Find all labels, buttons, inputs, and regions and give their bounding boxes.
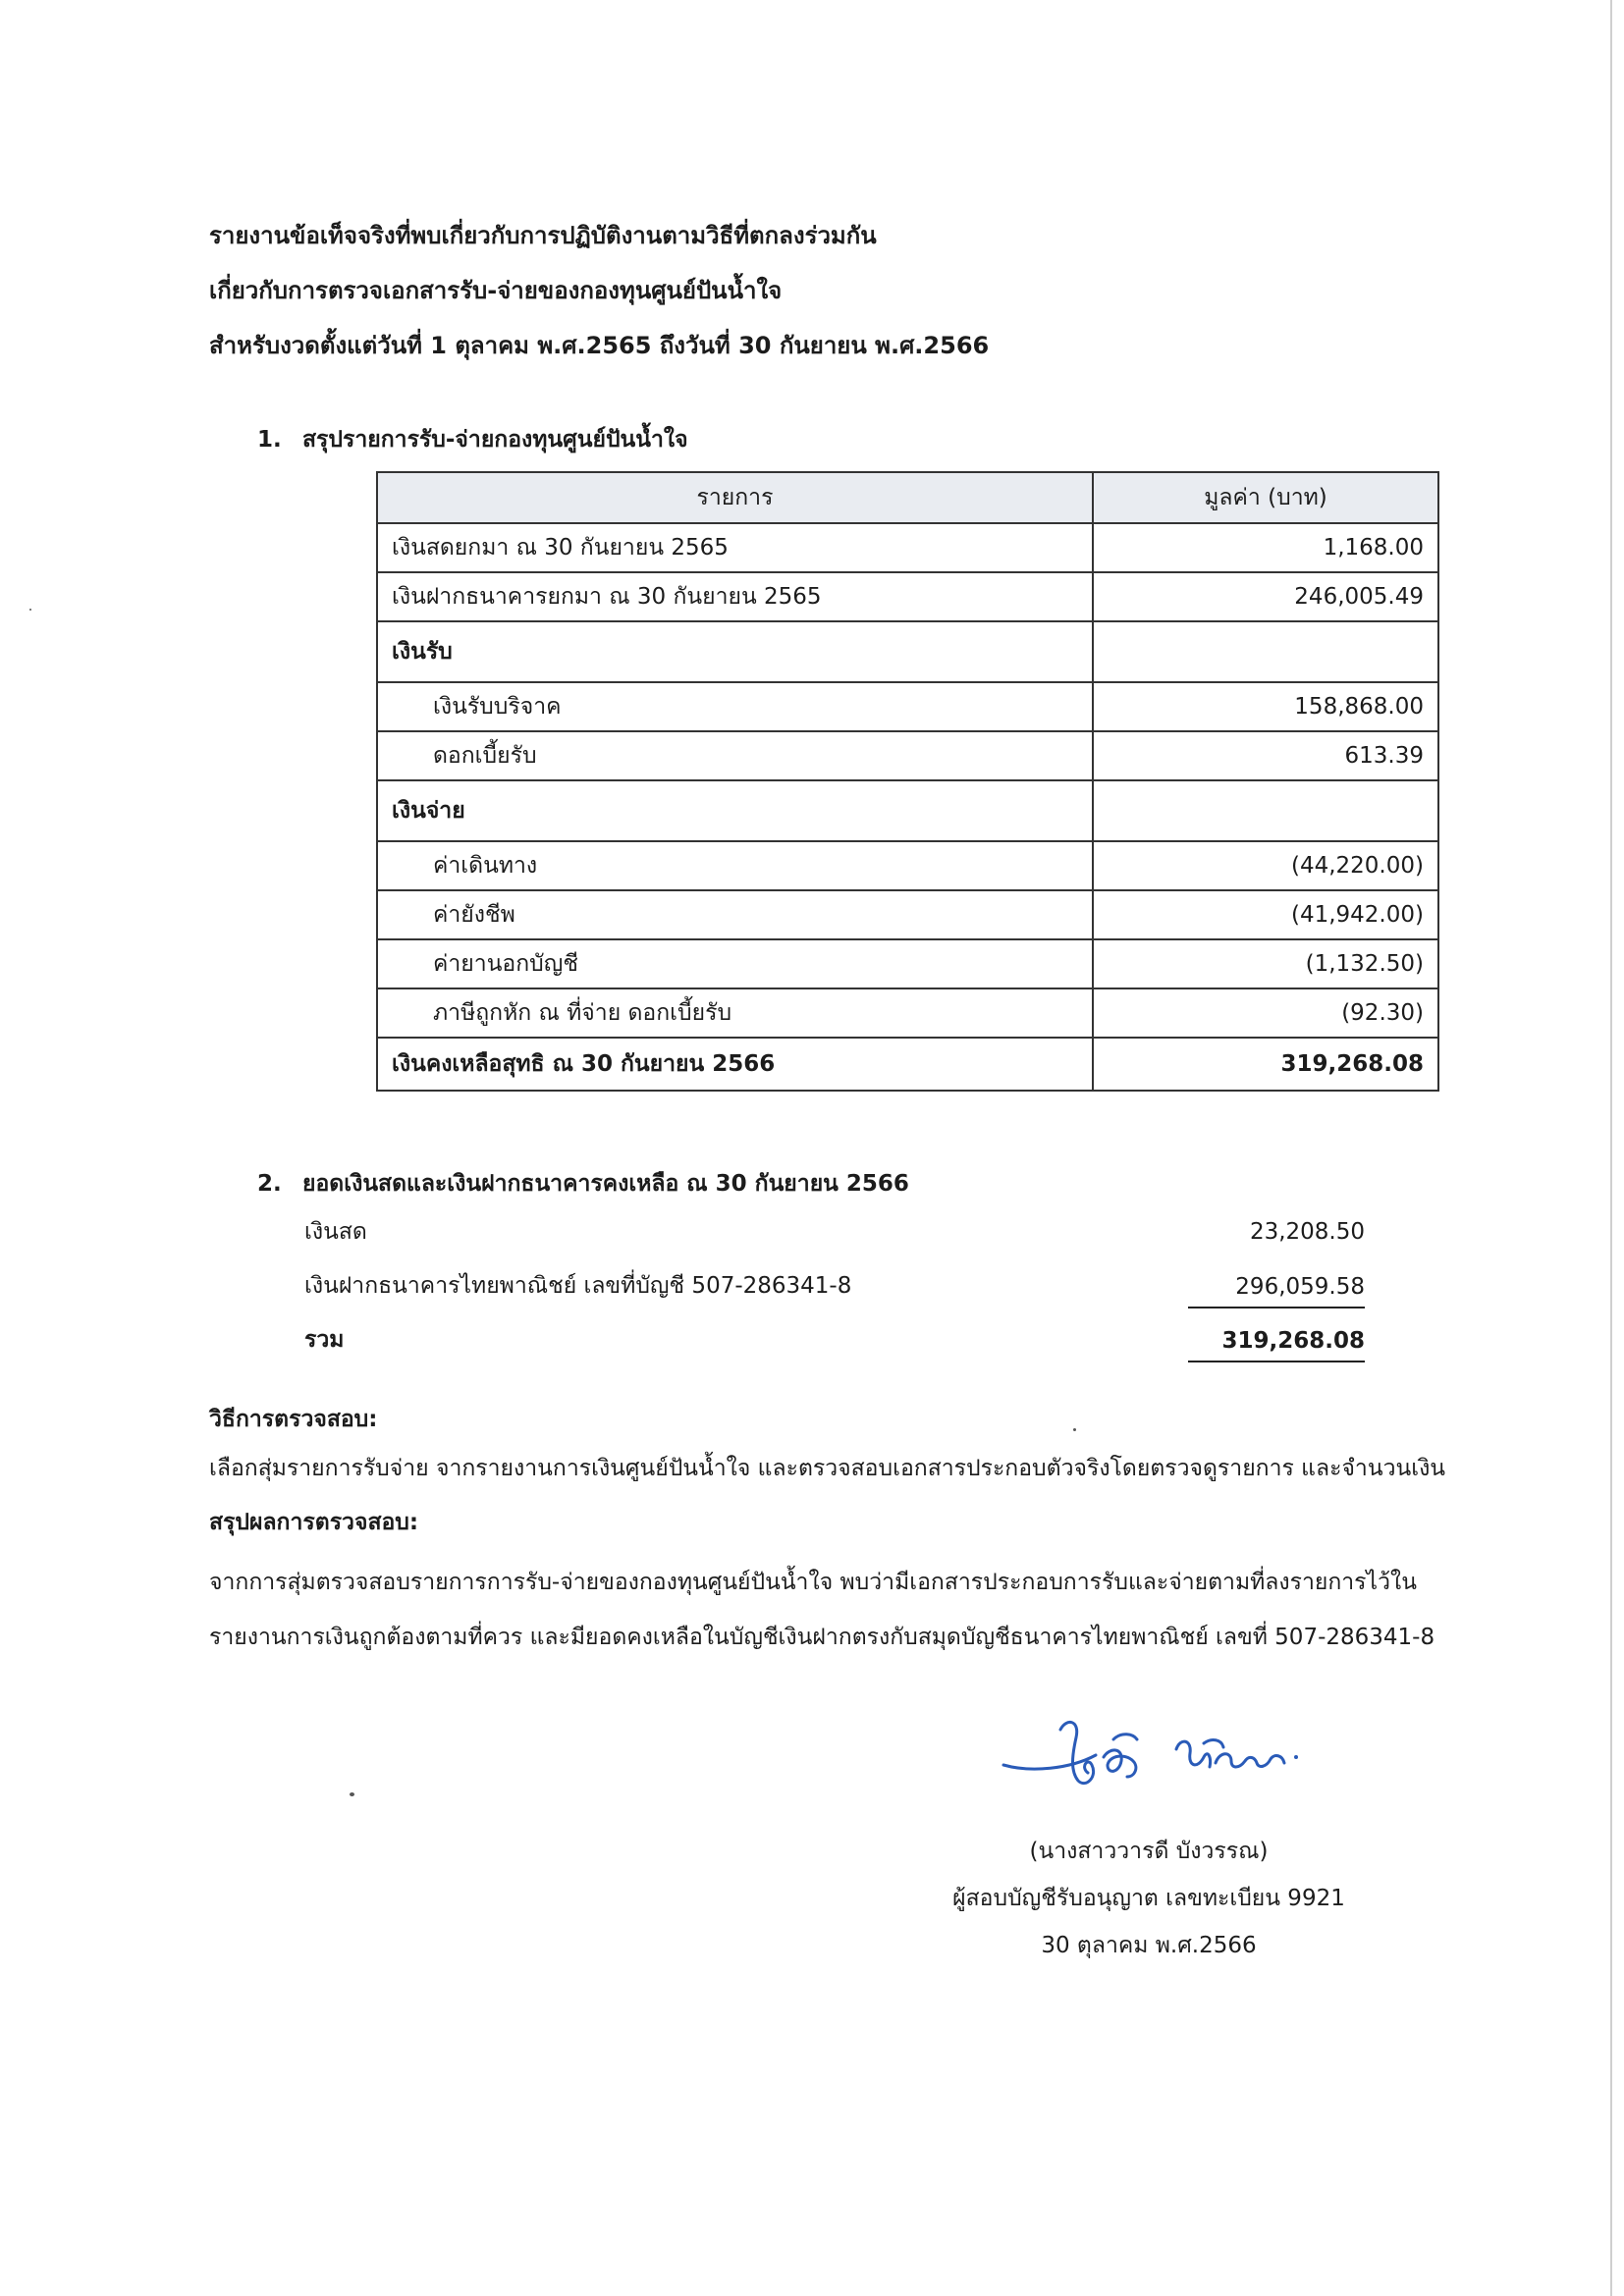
signatory-name: (นางสาววารดี บังวรรณ)	[1029, 1839, 1269, 1864]
row-amount: (92.30)	[1093, 988, 1438, 1038]
table-row	[377, 988, 1438, 1038]
report-title-line-2: เกี่ยวกับการตรวจเอกสารรับ-จ่ายของกองทุนศูนย์ปันน้ำใจ	[209, 277, 783, 304]
total-label: เงินคงเหลือสุทธิ ณ 30 กันยายน 2566	[377, 1038, 1093, 1091]
balance-row-bank	[304, 1259, 1365, 1313]
summary-table	[376, 471, 1439, 1092]
cash-amount: 23,208.50	[1249, 1219, 1365, 1245]
cash-label: เงินสด	[304, 1219, 367, 1245]
section-2-number: 2.	[257, 1171, 282, 1197]
signature-block	[913, 1828, 1384, 1969]
table-row	[377, 939, 1438, 988]
scan-speck	[350, 1792, 354, 1796]
group-label: เงินจ่าย	[377, 780, 1093, 841]
total-amount: 319,268.08	[1093, 1038, 1438, 1091]
row-amount: (44,220.00)	[1093, 841, 1438, 890]
balance-row-total	[304, 1313, 1365, 1367]
conclusion-heading: สรุปผลการตรวจสอบ:	[209, 1510, 419, 1535]
row-label: ค่ายานอกบัญชี	[377, 939, 1093, 988]
method-text: เลือกสุ่มรายการรับจ่าย จากรายงานการเงินศูนย์ปันน้ำใจ และตรวจสอบเอกสารประกอบตัวจริงโดยตรวจดูรายการ และจำนวนเงิน	[209, 1456, 1446, 1481]
page-edge-line	[1610, 0, 1612, 2296]
table-row	[377, 572, 1438, 621]
table-row	[377, 523, 1438, 572]
row-label: ค่าเดินทาง	[377, 841, 1093, 890]
table-row	[377, 731, 1438, 780]
row-amount: 613.39	[1093, 731, 1438, 780]
report-header	[209, 208, 989, 373]
row-label: เงินรับบริจาค	[377, 682, 1093, 731]
group-label: เงินรับ	[377, 621, 1093, 682]
signatory-title: ผู้สอบบัญชีรับอนุญาต เลขทะเบียน 9921	[952, 1886, 1345, 1911]
row-amount: 1,168.00	[1093, 523, 1438, 572]
column-header-item: รายการ	[377, 472, 1093, 523]
section-1-heading	[257, 422, 688, 457]
section-2-heading	[257, 1166, 909, 1201]
row-label: เงินฝากธนาคารยกมา ณ 30 กันยายน 2565	[377, 572, 1093, 621]
balance-total-amount: 319,268.08	[1188, 1321, 1365, 1362]
table-group-row-payments	[377, 780, 1438, 841]
row-amount	[1093, 780, 1438, 841]
table-row	[377, 890, 1438, 939]
table-header-row	[377, 472, 1438, 523]
balance-row-cash	[304, 1205, 1365, 1259]
conclusion-text-line-2: รายงานการเงินถูกต้องตามที่ควร และมียอดคงเหลือในบัญชีเงินฝากตรงกับสมุดบัญชีธนาคารไทยพาณิชย์ เลขที่ 507-286341-8	[209, 1625, 1435, 1650]
handwritten-signature	[1001, 1708, 1316, 1796]
row-label: เงินสดยกมา ณ 30 กันยายน 2565	[377, 523, 1093, 572]
table-total-row	[377, 1038, 1438, 1091]
report-title-line-3: สำหรับงวดตั้งแต่วันที่ 1 ตุลาคม พ.ศ.2565 ถึงวันที่ 30 กันยายน พ.ศ.2566	[209, 332, 990, 359]
table-row	[377, 841, 1438, 890]
column-header-amount: มูลค่า (บาท)	[1093, 472, 1438, 523]
row-amount: 158,868.00	[1093, 682, 1438, 731]
row-label: ค่ายังชีพ	[377, 890, 1093, 939]
section-2-title: ยอดเงินสดและเงินฝากธนาคารคงเหลือ ณ 30 กันยายน 2566	[302, 1171, 909, 1197]
scan-speck	[29, 609, 31, 611]
row-amount	[1093, 621, 1438, 682]
section-1-number: 1.	[257, 427, 282, 453]
row-amount: (1,132.50)	[1093, 939, 1438, 988]
table-group-row-receipts	[377, 621, 1438, 682]
row-label: ภาษีถูกหัก ณ ที่จ่าย ดอกเบี้ยรับ	[377, 988, 1093, 1038]
scan-speck	[1073, 1428, 1076, 1431]
report-title-line-1: รายงานข้อเท็จจริงที่พบเกี่ยวกับการปฏิบัติงานตามวิธีที่ตกลงร่วมกัน	[209, 222, 877, 249]
bank-label: เงินฝากธนาคารไทยพาณิชย์ เลขที่บัญชี 507-286341-8	[304, 1273, 852, 1299]
signature-date: 30 ตุลาคม พ.ศ.2566	[1041, 1933, 1257, 1958]
method-heading: วิธีการตรวจสอบ:	[209, 1407, 378, 1432]
row-amount: 246,005.49	[1093, 572, 1438, 621]
row-amount: (41,942.00)	[1093, 890, 1438, 939]
bank-amount: 296,059.58	[1188, 1267, 1365, 1308]
table-row	[377, 682, 1438, 731]
balance-summary	[304, 1205, 1365, 1367]
row-label: ดอกเบี้ยรับ	[377, 731, 1093, 780]
section-1-title: สรุปรายการรับ-จ่ายกองทุนศูนย์ปันน้ำใจ	[302, 427, 688, 453]
conclusion-text-line-1: จากการสุ่มตรวจสอบรายการการรับ-จ่ายของกองทุนศูนย์ปันน้ำใจ พบว่ามีเอกสารประกอบการรับและจ่ายตามที่ลงรายการไว้ใน	[209, 1570, 1417, 1595]
balance-total-label: รวม	[304, 1327, 345, 1353]
